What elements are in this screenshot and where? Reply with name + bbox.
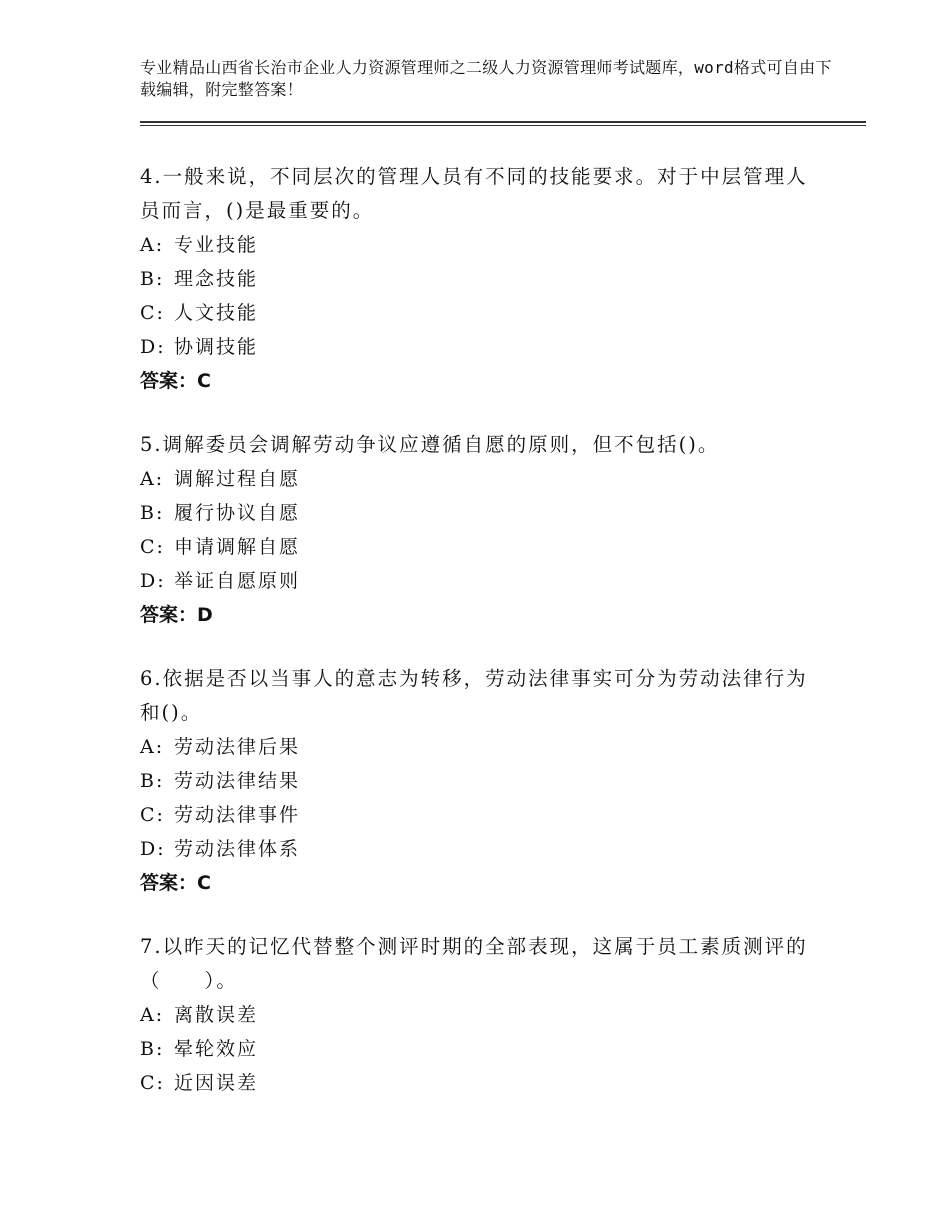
option-text: 劳动法律结果	[174, 770, 301, 792]
document-header	[140, 57, 840, 101]
option-text: 劳动法律体系	[174, 838, 301, 860]
option-text: 劳动法律后果	[174, 736, 301, 758]
question-stem: 5.调解委员会调解劳动争议应遵循自愿的原则，但不包括()。	[140, 433, 720, 456]
question-list	[140, 160, 810, 1130]
option-text: 人文技能	[174, 302, 259, 324]
question-5	[140, 428, 810, 632]
option-letter: B:	[140, 770, 165, 792]
answer-line: 答案：C	[140, 872, 211, 894]
option-text: 近因误差	[174, 1072, 259, 1094]
option-a	[140, 228, 810, 262]
option-d	[140, 564, 810, 598]
option-a	[140, 730, 810, 764]
option-text: 协调技能	[174, 336, 259, 358]
option-text: 专业技能	[174, 234, 259, 256]
question-stem: 6.依据是否以当事人的意志为转移，劳动法律事实可分为劳动法律行为和()。	[140, 667, 808, 724]
option-letter: C:	[140, 302, 165, 324]
option-letter: B:	[140, 502, 165, 524]
option-letter: C:	[140, 804, 165, 826]
option-letter: A:	[140, 468, 165, 490]
question-6	[140, 662, 810, 900]
option-text: 离散误差	[174, 1004, 259, 1026]
option-d	[140, 330, 810, 364]
option-a	[140, 462, 810, 496]
header-title: 专业精品山西省长治市企业人力资源管理师之二级人力资源管理师考试题库，word格式可自由下载编辑，附完整答案！	[140, 58, 832, 99]
option-letter: D:	[140, 336, 166, 358]
option-text: 劳动法律事件	[174, 804, 301, 826]
option-b	[140, 764, 810, 798]
answer-line: 答案：D	[140, 604, 213, 626]
option-b	[140, 496, 810, 530]
option-a	[140, 998, 810, 1032]
option-letter: A:	[140, 736, 165, 758]
question-stem: 4.一般来说，不同层次的管理人员有不同的技能要求。对于中层管理人员而言，()是最重要的。	[140, 165, 808, 222]
option-text: 履行协议自愿	[174, 502, 301, 524]
option-c	[140, 1066, 810, 1100]
option-text: 申请调解自愿	[174, 536, 301, 558]
option-text: 理念技能	[174, 268, 259, 290]
option-letter: B:	[140, 1038, 165, 1060]
option-text: 晕轮效应	[174, 1038, 259, 1060]
option-c	[140, 530, 810, 564]
option-c	[140, 798, 810, 832]
header-divider	[140, 121, 866, 126]
option-b	[140, 262, 810, 296]
option-letter: C:	[140, 1072, 165, 1094]
option-c	[140, 296, 810, 330]
option-b	[140, 1032, 810, 1066]
option-letter: D:	[140, 838, 166, 860]
option-letter: C:	[140, 536, 165, 558]
option-d	[140, 832, 810, 866]
question-4	[140, 160, 810, 398]
option-letter: A:	[140, 234, 165, 256]
option-text: 调解过程自愿	[174, 468, 301, 490]
question-7	[140, 930, 810, 1100]
question-stem: 7.以昨天的记忆代替整个测评时期的全部表现，这属于员工素质测评的（ ）。	[140, 935, 808, 992]
answer-line: 答案：C	[140, 370, 211, 392]
option-letter: B:	[140, 268, 165, 290]
option-letter: A:	[140, 1004, 165, 1026]
option-letter: D:	[140, 570, 166, 592]
option-text: 举证自愿原则	[174, 570, 301, 592]
